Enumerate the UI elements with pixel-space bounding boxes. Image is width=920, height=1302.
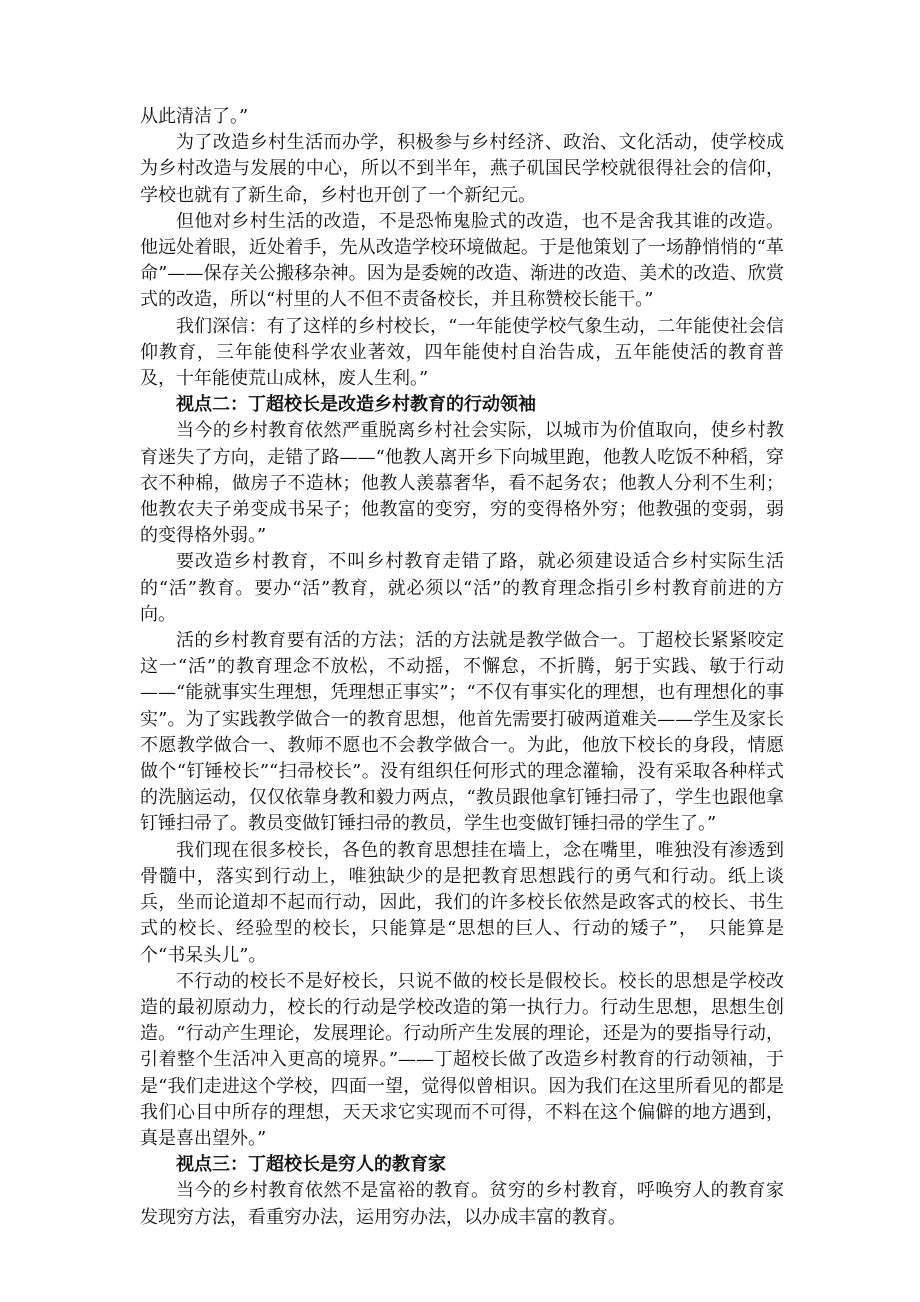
paragraph: 但他对乡村生活的改造，不是恐怖鬼脸式的改造，也不是舍我其谁的改造。他远处着眼，近处着手，先从改造学校环境做起。于是他策划了一场静悄悄的“革命”——保存关公搬移杂神。因为是委婉的改造、渐进的改造、美术的改造、欣赏式的改造，所以“村里的人不但不责备校长，并且称赞校长能干。” — [140, 210, 784, 311]
section-heading: 视点二：丁超校长是改造乡村教育的行动领袖 — [176, 394, 536, 416]
paragraph: 我们深信：有了这样的乡村校长，“一年能使学校气象生动，二年能使社会信仰教育，三年能使科学农业著效，四年能使村自治告成，五年能使活的教育普及，十年能使荒山成林，废人生利。” — [140, 315, 784, 390]
paragraph: 不行动的校长不是好校长，只说不做的校长是假校长。校长的思想是学校改造的最初原动力，校长的行动是学校改造的第一执行力。行动生思想，思想生创造。“行动产生理论，发展理论。行动所产生发展的理论，还是为的要指导行动，引着整个生活冲入更高的境界。”——丁超校长做了改造乡村教育的行动领袖，于是“我们走进这个学校，四面一望，觉得似曾相识。因为我们在这里所看见的都是我们心目中所存的理想，天天求它实现而不可得，不料在这个偏僻的地方遇到，真是喜出望外。” — [140, 970, 784, 1149]
section-heading: 视点三：丁超校长是穷人的教育家 — [176, 1154, 446, 1176]
paragraph: 为了改造乡村生活而办学，积极参与乡村经济、政治、文化活动，使学校成为乡村改造与发展的中心，所以不到半年，燕子矶国民学校就很得社会的信仰，学校也就有了新生命，乡村也开创了一个新纪元。 — [140, 132, 784, 206]
paragraph: 活的乡村教育要有活的方法；活的方法就是教学做合一。丁超校长紧紧咬定这一“活”的教育理念不放松，不动摇，不懈怠，不折腾，躬于实践、敏于行动——“能就事实生理想，凭理想正事实”；“不仅有事实化的理想，也有理想化的事实”。为了实践教学做合一的教育思想，他首先需要打破两道难关——学生及家长不愿教学做合一、教师不愿也不会教学做合一。为此，他放下校长的身段，情愿做个“钉锤校长”“扫帚校长”。没有组织任何形式的理念灌输，没有采取各种样式的洗脑运动，仅仅依靠身教和毅力两点，“教员跟他拿钉锤扫帚了，学生也跟他拿钉锤扫帚了。教员变做钉锤扫帚的教员，学生也变做钉锤扫帚的学生了。” — [140, 630, 784, 835]
paragraph: 从此清洁了。” — [140, 106, 249, 127]
paragraph: 当今的乡村教育依然不是富裕的教育。贫穷的乡村教育，呼唤穷人的教育家发现穷方法，看重穷办法，运用穷办法，以办成丰富的教育。 — [140, 1180, 784, 1228]
paragraph: 要改造乡村教育，不叫乡村教育走错了路，就必须建设适合乡村实际生活的“活”教育。要办“活”教育，就必须以“活”的教育理念指引乡村教育前进的方向。 — [140, 551, 784, 625]
paragraph: 我们现在很多校长，各色的教育思想挂在墙上，念在嘴里，唯独没有渗透到骨髓中，落实到行动上，唯独缺少的是把教育思想践行的勇气和行动。纸上谈兵，坐而论道却不起而行动，因此，我们的许多校长依然是政客式的校长、书生式的校长、经验型的校长，只能算是“思想的巨人、行动的矮子”， 只能算是个“书呆头儿”。 — [140, 839, 784, 966]
document-body — [140, 104, 784, 1231]
paragraph: 当今的乡村教育依然严重脱离乡村社会实际，以城市为价值取向，使乡村教育迷失了方向，走错了路——“他教人离开乡下向城里跑，他教人吃饭不种稻，穿衣不种棉，做房子不造林；他教人羡慕奢华，看不起务农；他教人分利不生利；他教农夫子弟变成书呆子；他教富的变穷，穷的变得格外穷；他教强的变弱，弱的变得格外弱。” — [140, 420, 784, 547]
